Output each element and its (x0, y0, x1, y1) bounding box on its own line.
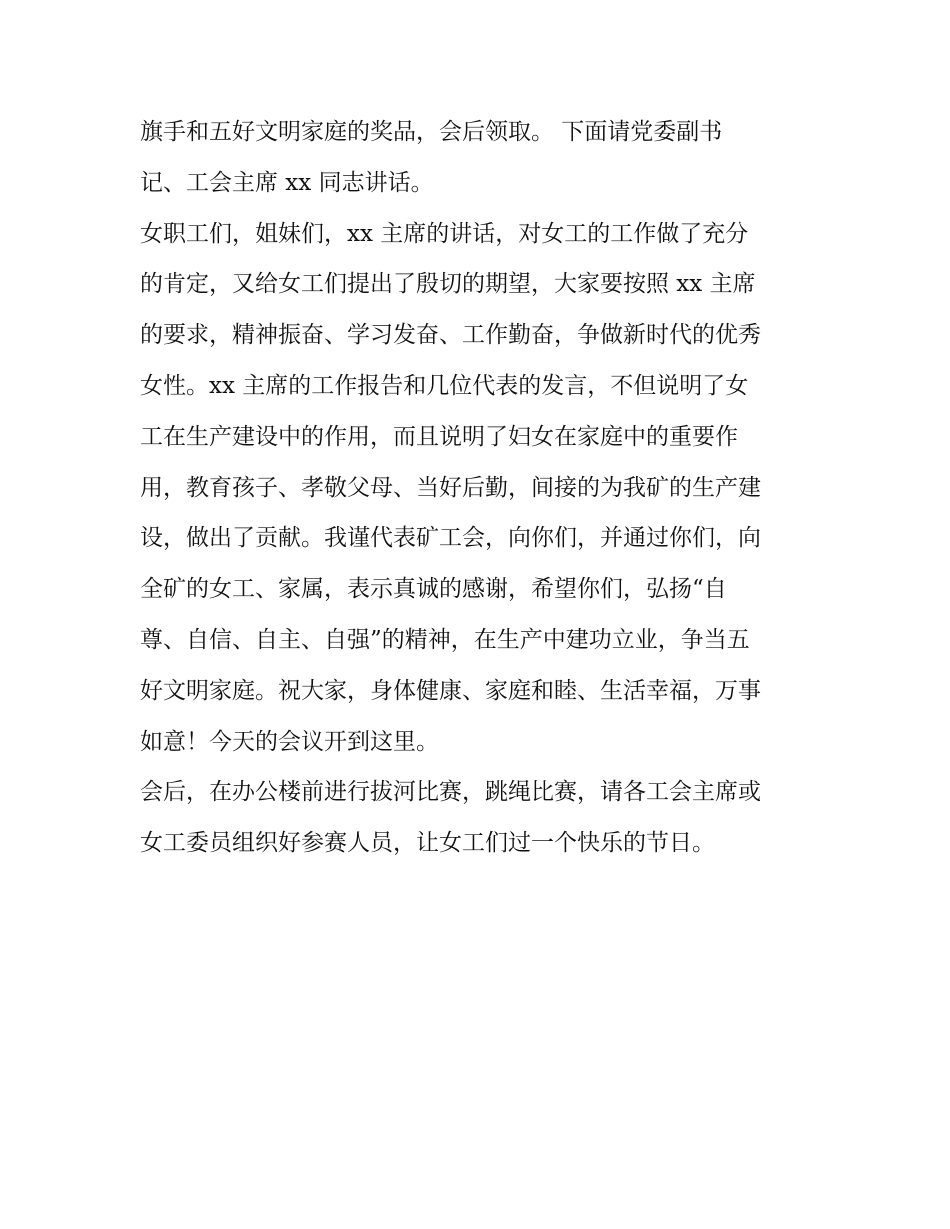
text-line: 记、工会主席 xx 同志讲话。 (140, 169, 434, 196)
text-line: 的要求，精神振奋、学习发奋、工作勤奋，争做新时代的优秀 (140, 322, 761, 349)
text-line: 的肯定，又给女工们提出了殷切的期望，大家要按照 xx 主席 (140, 271, 756, 298)
text-line: 女性。xx 主席的工作报告和几位代表的发言，不但说明了女 (140, 372, 749, 399)
text-line: 设，做出了贡献。我谨代表矿工会，向你们，并通过你们，向 (140, 525, 761, 552)
text-line: 女职工们，姐妹们，xx 主席的讲话，对女工的工作做了充分 (140, 220, 749, 247)
text-line: 尊、自信、自主、自强”的精神，在生产中建功立业，争当五 (140, 626, 750, 653)
text-line: 用，教育孩子、孝敬父母、当好后勤，间接的为我矿的生产建 (140, 474, 761, 501)
document-body (140, 110, 820, 872)
text-line: 好文明家庭。祝大家，身体健康、家庭和睦、生活幸福，万事 (140, 677, 761, 704)
text-line: 旗手和五好文明家庭的奖品，会后领取。 下面请党委副书 (140, 119, 723, 145)
text-line: 全矿的女工、家属，表示真诚的感谢，希望你们，弘扬“自 (140, 576, 727, 603)
text-line: 女工委员组织好参赛人员，让女工们过一个快乐的节日。 (140, 830, 715, 857)
text-line: 会后，在办公楼前进行拔河比赛，跳绳比赛，请各工会主席或 (140, 779, 761, 806)
text-line: 工在生产建设中的作用，而且说明了妇女在家庭中的重要作 (140, 423, 738, 450)
text-line: 如意！今天的会议开到这里。 (140, 728, 439, 755)
